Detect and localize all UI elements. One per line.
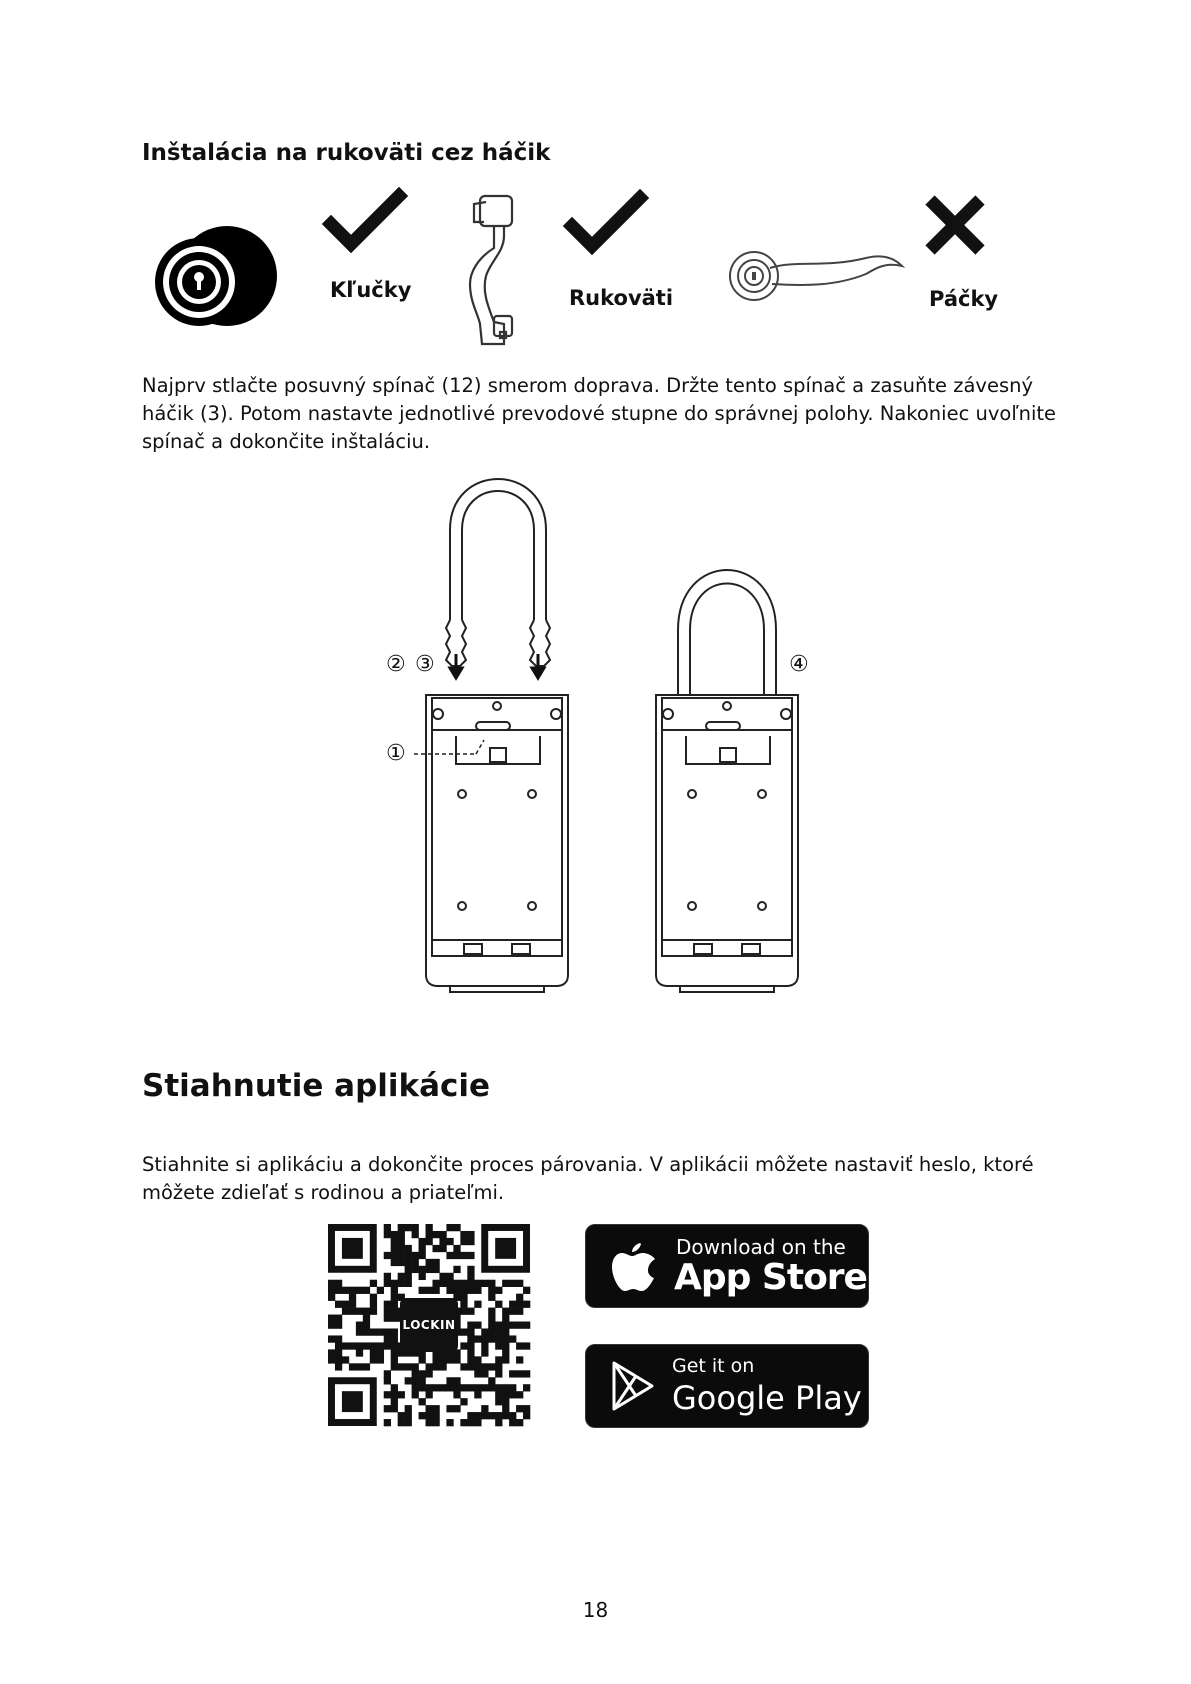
cross-mark-icon	[924, 194, 986, 256]
callout-4: ④	[789, 652, 809, 677]
apple-icon	[610, 1239, 658, 1295]
page-number: 18	[582, 1598, 609, 1622]
app-store-small-text: Download on the	[676, 1235, 846, 1259]
google-play-big-text: Google Play	[672, 1379, 862, 1417]
check-mark-icon	[566, 190, 646, 258]
app-store-big-text: App Store	[674, 1257, 867, 1298]
play-icon	[610, 1361, 656, 1411]
door-handle-icon	[464, 192, 526, 348]
lever-handle-icon	[726, 246, 906, 302]
check-mark-icon	[325, 188, 405, 256]
callout-1: ①	[386, 741, 406, 766]
app-instructions: Stiahnite si aplikáciu a dokončite proces párovania. V aplikácii môžete nastaviť heslo, ktoré môžete zdieľať s rodinou a priateľmi.	[142, 1153, 1034, 1204]
install-section-title: Inštalácia na rukoväti cez háčik	[142, 140, 551, 166]
label-knobs: Kľučky	[330, 278, 412, 302]
app-store-button[interactable]	[585, 1224, 869, 1308]
google-play-button[interactable]	[585, 1344, 869, 1428]
callout-2: ②	[386, 652, 406, 677]
label-handles: Rukoväti	[569, 286, 674, 310]
label-levers: Páčky	[929, 287, 999, 311]
install-instructions: Najprv stlačte posuvný spínač (12) smerom doprava. Držte tento spínač a zasuňte závesný háčik (3). Potom nastavte jednotlivé prevodové stupne do správnej polohy. Nakoniec uvoľnite spínač a dokončite inštaláciu.	[142, 374, 1057, 453]
app-section-title: Stiahnutie aplikácie	[142, 1068, 491, 1104]
callout-3: ③	[415, 652, 435, 677]
lockin-logo-text: LOCKIN	[402, 1318, 456, 1332]
door-knob-icon	[155, 222, 275, 334]
lockbox-install-diagram	[380, 470, 820, 990]
lockin-logo	[400, 1298, 458, 1352]
google-play-small-text: Get it on	[672, 1355, 755, 1377]
